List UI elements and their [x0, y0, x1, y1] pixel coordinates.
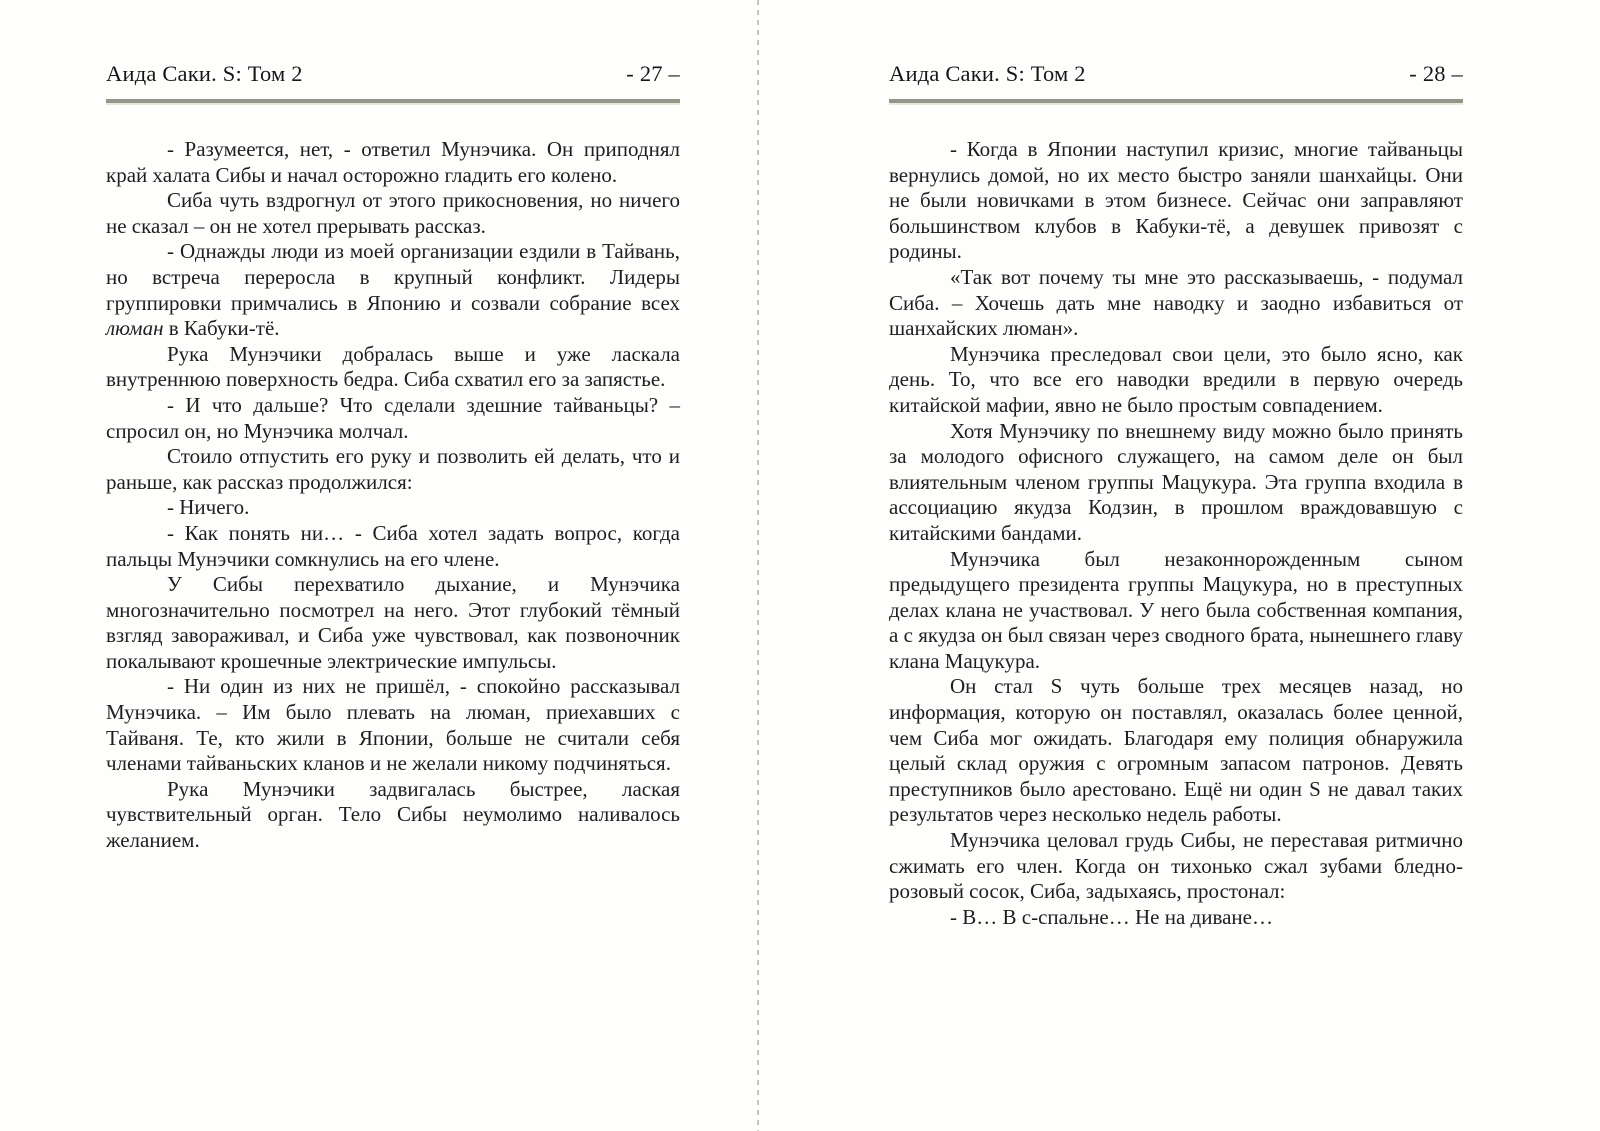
- book-title: Аида Саки. S: Том 2: [889, 61, 1086, 86]
- paragraph: - В… В с-спальне… Не на диване…: [950, 904, 1273, 929]
- paragraph: - Ничего.: [167, 495, 250, 520]
- paragraph: - Ни один из них не пришёл, - спокойно рассказывал Мунэчика. – Им было плевать на люман, приехавших с Тайваня. Те, кто жили в Японии, больше не считали себя членами тайваньских кланов и не желали никому подчиняться.: [106, 674, 680, 776]
- page-header: [889, 0, 1463, 88]
- paragraph: У Сибы перехватило дыхание, и Мунэчика многозначительно посмотрел на него. Этот глубокий тёмный взгляд завораживал, и Сиба уже чувствовал, как позвоночник покалывают крошечные электрические импульсы.: [106, 572, 680, 673]
- page-number: - 28 –: [1409, 61, 1463, 86]
- page-27: [106, 0, 680, 854]
- page-body: [889, 137, 1463, 930]
- paragraph: Он стал S чуть больше трех месяцев назад, но информация, которую он поставлял, оказалась более ценной, чем Сиба мог ожидать. Благодаря ему полиция обнаружила целый склад оружия с огромным запасом патронов. Девять преступников было арестовано. Ещё ни один S не давал таких результатов через несколько недель работы.: [889, 674, 1463, 827]
- paragraph: Рука Мунэчики добралась выше и уже ласкала внутреннюю поверхность бедра. Сиба схватил его за запястье.: [106, 341, 680, 392]
- paragraph: Хотя Мунэчику по внешнему виду можно было принять за молодого офисного служащего, на самом деле он был влиятельным членом группы Мацукура. Эта группа входила в ассоциацию якудза Кодзин, в прошлом враждовавшую с китайскими бандами.: [889, 418, 1463, 545]
- paragraph: - Как понять ни… - Сиба хотел задать вопрос, когда пальцы Мунэчики сомкнулись на его члене.: [106, 520, 680, 571]
- paragraph: «Так вот почему ты мне это рассказываешь, - подумал Сиба. – Хочешь дать мне наводку и заодно избавиться от шанхайских люман».: [889, 264, 1463, 341]
- paragraph: Мунэчика был незаконнорожденным сыном предыдущего президента группы Мацукура, но в преступных делах клана не участвовал. У него была собственная компания, а с якудза он был связан через сводного брата, нынешнего главу клана Мацукура.: [889, 546, 1463, 673]
- book-title: Аида Саки. S: Том 2: [106, 61, 303, 86]
- page-body: [106, 137, 680, 854]
- header-rule: [106, 99, 680, 105]
- paragraph: - И что дальше? Что сделали здешние тайваньцы? – спросил он, но Мунэчика молчал.: [106, 392, 680, 443]
- page-header: [106, 0, 680, 88]
- paragraph: - Когда в Японии наступил кризис, многие тайваньцы вернулись домой, но их место быстро заняли шанхайцы. Они не были новичками в этом бизнесе. Сейчас они заправляют большинством клубов в Кабуки-тё, а девушек привозят с родины.: [889, 137, 1463, 264]
- italic-term: люман: [106, 316, 164, 341]
- header-rule: [889, 99, 1463, 105]
- paragraph: Мунэчика целовал грудь Сибы, не переставая ритмично сжимать его член. Когда он тихонько сжал зубами бледно-розовый сосок, Сиба, задыхаясь, простонал:: [889, 828, 1463, 904]
- paragraph: Стоило отпустить его руку и позволить ей делать, что и раньше, как рассказ продолжился:: [106, 444, 680, 494]
- paragraph: - Разумеется, нет, - ответил Мунэчика. Он приподнял край халата Сибы и начал осторожно гладить его колено.: [106, 137, 680, 187]
- page-number: - 27 –: [626, 61, 680, 86]
- paragraph: Рука Мунэчики задвигалась быстрее, лаская чувствительный орган. Тело Сибы неумолимо наливалось желанием.: [106, 776, 680, 853]
- paragraph-text: - Однажды люди из моей организации ездили в Тайвань, но встреча переросла в крупный конфликт. Лидеры группировки примчались в Японию и созвали собрание всех: [106, 239, 680, 315]
- paragraph: [106, 239, 680, 341]
- page-28: [889, 0, 1463, 930]
- paragraph-text: в Кабуки-тё.: [163, 316, 280, 341]
- paragraph: Мунэчика преследовал свои цели, это было ясно, как день. То, что все его наводки вредили в первую очередь китайской мафии, явно не было простым совпадением.: [889, 341, 1463, 417]
- paragraph: Сиба чуть вздрогнул от этого прикосновения, но ничего не сказал – он не хотел прерывать рассказ.: [106, 188, 680, 238]
- page-divider: [757, 0, 759, 1131]
